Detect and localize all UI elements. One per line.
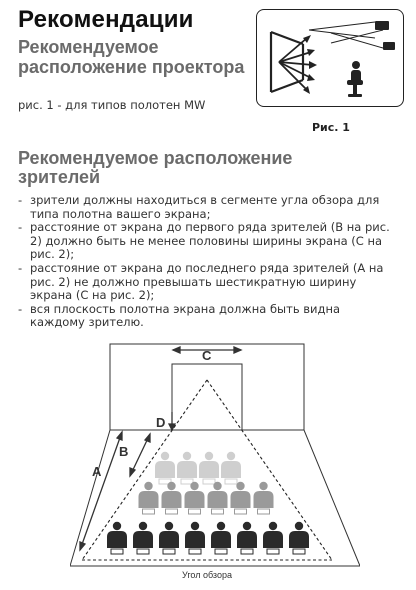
figure1-label: Рис. 1 <box>312 121 350 134</box>
viewer-icon <box>211 522 231 554</box>
section-heading-viewers: Рекомендуемое расположение зрителей <box>18 148 293 187</box>
viewer-icon <box>254 482 274 514</box>
viewer-icon <box>221 452 241 484</box>
list-item: - вся плоскость полотна экрана должна быть видна каждому зрителю. <box>18 303 398 330</box>
figure1-caption: рис. 1 - для типов полотен MW <box>18 98 206 112</box>
viewer-icon <box>162 482 182 514</box>
viewer-icon <box>185 522 205 554</box>
dimension-b <box>130 434 150 476</box>
recommendation-list <box>18 194 398 330</box>
list-item: - расстояние от экрана до последнего ряда зрителей (A на рис. 2) не должно превышать шестикратную ширину экрана (C на рис. 2); <box>18 262 398 303</box>
figure1-diagram <box>256 9 404 107</box>
page-title: Рекомендации <box>18 6 194 33</box>
viewer-seating <box>107 452 309 554</box>
viewer-icon <box>185 482 205 514</box>
dimension-label-b: B <box>119 444 129 459</box>
dimension-label-c: C <box>202 348 212 363</box>
viewer-icon <box>159 522 179 554</box>
dimension-label-a: A <box>92 464 102 479</box>
list-item: - зрители должны находиться в сегменте угла обзора для типа полотна вашего экрана; <box>18 194 398 221</box>
viewer-icon <box>155 452 175 484</box>
screen-rect <box>172 364 242 430</box>
viewer-icon <box>133 522 153 554</box>
viewer-icon <box>289 522 309 554</box>
viewer-icon <box>107 522 127 554</box>
viewer-icon <box>177 452 197 484</box>
viewer-icon <box>263 522 283 554</box>
projector-icon <box>375 21 395 50</box>
viewer-icon <box>139 482 159 514</box>
dimension-label-d: D <box>156 415 166 430</box>
viewer-icon <box>208 482 228 514</box>
viewer-icon <box>347 61 363 97</box>
viewer-icon <box>231 482 251 514</box>
section-heading-projector: Рекомендуемое расположение проектора <box>18 37 245 77</box>
viewer-icon <box>237 522 257 554</box>
list-item: - расстояние от экрана до первого ряда зрителей (B на рис. 2) должно быть не менее половины ширины экрана (C на рис. 2); <box>18 221 398 262</box>
viewing-angle-label: Угол обзора <box>182 570 232 580</box>
viewer-icon <box>199 452 219 484</box>
figure2-diagram <box>70 340 360 588</box>
